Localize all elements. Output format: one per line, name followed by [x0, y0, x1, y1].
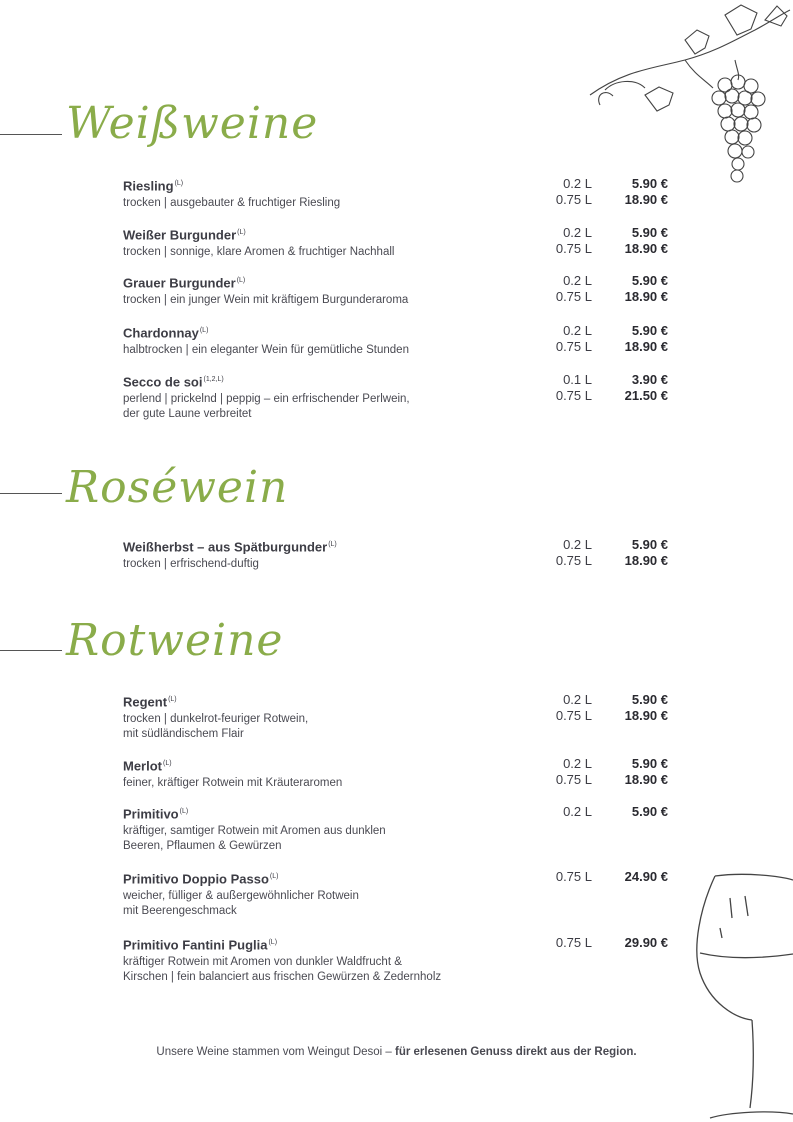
section-title: Weißweine	[66, 98, 319, 149]
wine-description: trocken | sonnige, klare Aromen & fruchtiger Nachhall	[123, 246, 395, 259]
section-title: Roséwein	[66, 462, 289, 513]
wine-description: trocken | dunkelrot-feuriger Rotwein, mit südländischem Flair	[123, 713, 309, 741]
wine-name-text: Primitivo	[123, 806, 179, 822]
volume: 0.75 L	[555, 388, 592, 403]
price: 29.90 €	[624, 935, 668, 950]
price: 5.90 €	[631, 804, 668, 819]
wine-item	[123, 273, 683, 308]
price: 5.90 €	[631, 692, 668, 707]
wine-item	[123, 804, 683, 854]
volume: 0.2 L	[563, 225, 592, 240]
volume: 0.2 L	[563, 756, 592, 771]
wine-name	[123, 273, 683, 291]
allergen-note: (L)	[163, 760, 172, 767]
price: 5.90 €	[631, 273, 668, 288]
wine-name-text: Chardonnay	[123, 325, 199, 341]
wine-description: weicher, fülliger & außergewöhnlicher Rotwein mit Beerengeschmack	[123, 890, 359, 918]
volume: 0.75 L	[555, 772, 592, 787]
wine-item	[123, 869, 683, 919]
wine-name-text: Primitivo Fantini Puglia	[123, 937, 268, 953]
wine-item	[123, 372, 683, 422]
wine-description: halbtrocken | ein eleganter Wein für gemütliche Stunden	[123, 344, 409, 357]
wine-name	[123, 935, 683, 953]
volume: 0.2 L	[563, 692, 592, 707]
volume: 0.75 L	[555, 935, 592, 950]
wine-description: trocken | ein junger Wein mit kräftigem Burgunderaroma	[123, 294, 409, 307]
header-rule	[0, 134, 62, 135]
wine-description: kräftiger, samtiger Rotwein mit Aromen aus dunklen Beeren, Pflaumen & Gewürzen	[123, 825, 386, 853]
volume: 0.1 L	[563, 372, 592, 387]
price: 5.90 €	[631, 176, 668, 191]
price: 5.90 €	[631, 225, 668, 240]
allergen-note: (L)	[237, 229, 246, 236]
volume: 0.75 L	[555, 869, 592, 884]
volume: 0.2 L	[563, 804, 592, 819]
wine-description: trocken | erfrischend-duftig	[123, 558, 259, 571]
footer-note	[0, 1046, 793, 1058]
price: 5.90 €	[631, 756, 668, 771]
wine-description: feiner, kräftiger Rotwein mit Kräuteraromen	[123, 777, 343, 790]
wine-item	[123, 537, 683, 572]
wine-name-text: Primitivo Doppio Passo	[123, 871, 269, 887]
wine-item	[123, 225, 683, 260]
volume: 0.75 L	[555, 553, 592, 568]
price: 18.90 €	[624, 708, 668, 723]
wine-name	[123, 176, 683, 194]
price: 24.90 €	[624, 869, 668, 884]
volume: 0.75 L	[555, 289, 592, 304]
price: 18.90 €	[624, 289, 668, 304]
allergen-note: (L)	[199, 327, 209, 334]
section-header-weissweine	[0, 92, 793, 172]
footer-bold-text: für erlesenen Genuss direkt aus der Region.	[395, 1046, 637, 1058]
allergen-note: (1,2,L)	[203, 376, 224, 383]
allergen-note: (L)	[269, 873, 279, 880]
wine-name-text: Riesling	[123, 178, 174, 194]
wine-name-text: Regent	[123, 694, 168, 710]
wine-name	[123, 756, 683, 774]
price: 5.90 €	[631, 323, 668, 338]
price: 18.90 €	[624, 192, 668, 207]
price: 3.90 €	[631, 372, 668, 387]
volume: 0.2 L	[563, 176, 592, 191]
price: 18.90 €	[624, 772, 668, 787]
wine-glass-illustration	[690, 868, 793, 1122]
wine-name-text: Merlot	[123, 758, 162, 774]
volume: 0.2 L	[563, 537, 592, 552]
price: 18.90 €	[624, 241, 668, 256]
wine-name	[123, 692, 683, 710]
allergen-note: (L)	[179, 808, 189, 815]
wine-name-text: Weißer Burgunder	[123, 227, 237, 243]
section-header-rotweine	[0, 615, 793, 695]
allergen-note: (L)	[268, 939, 278, 946]
wine-item	[123, 935, 683, 985]
wine-item	[123, 176, 683, 211]
wine-item	[123, 323, 683, 358]
allergen-note: (L)	[168, 696, 177, 703]
allergen-note: (L)	[236, 277, 246, 284]
wine-name-text: Secco de soi	[123, 374, 203, 390]
volume: 0.75 L	[555, 339, 592, 354]
wine-description: kräftiger Rotwein mit Aromen von dunkler Waldfrucht & Kirschen | fein balanciert aus frischen Gewürzen & Zedernholz	[123, 956, 442, 984]
wine-name	[123, 372, 683, 390]
volume: 0.75 L	[555, 241, 592, 256]
wine-description: trocken | ausgebauter & fruchtiger Riesling	[123, 197, 341, 210]
wine-item	[123, 692, 683, 742]
wine-name	[123, 869, 683, 887]
volume: 0.2 L	[563, 323, 592, 338]
allergen-note: (L)	[328, 541, 337, 548]
price: 21.50 €	[624, 388, 668, 403]
header-rule	[0, 650, 62, 651]
wine-name	[123, 804, 683, 822]
section-title: Rotweine	[66, 615, 284, 666]
footer-text: Unsere Weine stammen vom Weingut Desoi –	[156, 1046, 396, 1058]
price: 5.90 €	[631, 537, 668, 552]
wine-name-text: Weißherbst – aus Spätburgunder	[123, 539, 328, 555]
volume: 0.75 L	[555, 192, 592, 207]
wine-name-text: Grauer Burgunder	[123, 275, 236, 291]
wine-description: perlend | prickelnd | peppig – ein erfrischender Perlwein, der gute Laune verbreitet	[123, 393, 410, 421]
price: 18.90 €	[624, 553, 668, 568]
allergen-note: (L)	[174, 180, 184, 187]
volume: 0.2 L	[563, 273, 592, 288]
wine-name	[123, 323, 683, 341]
volume: 0.75 L	[555, 708, 592, 723]
wine-item	[123, 756, 683, 791]
wine-name	[123, 537, 683, 555]
header-rule	[0, 493, 62, 494]
wine-name	[123, 225, 683, 243]
section-header-rosewein	[0, 462, 793, 542]
price: 18.90 €	[624, 339, 668, 354]
